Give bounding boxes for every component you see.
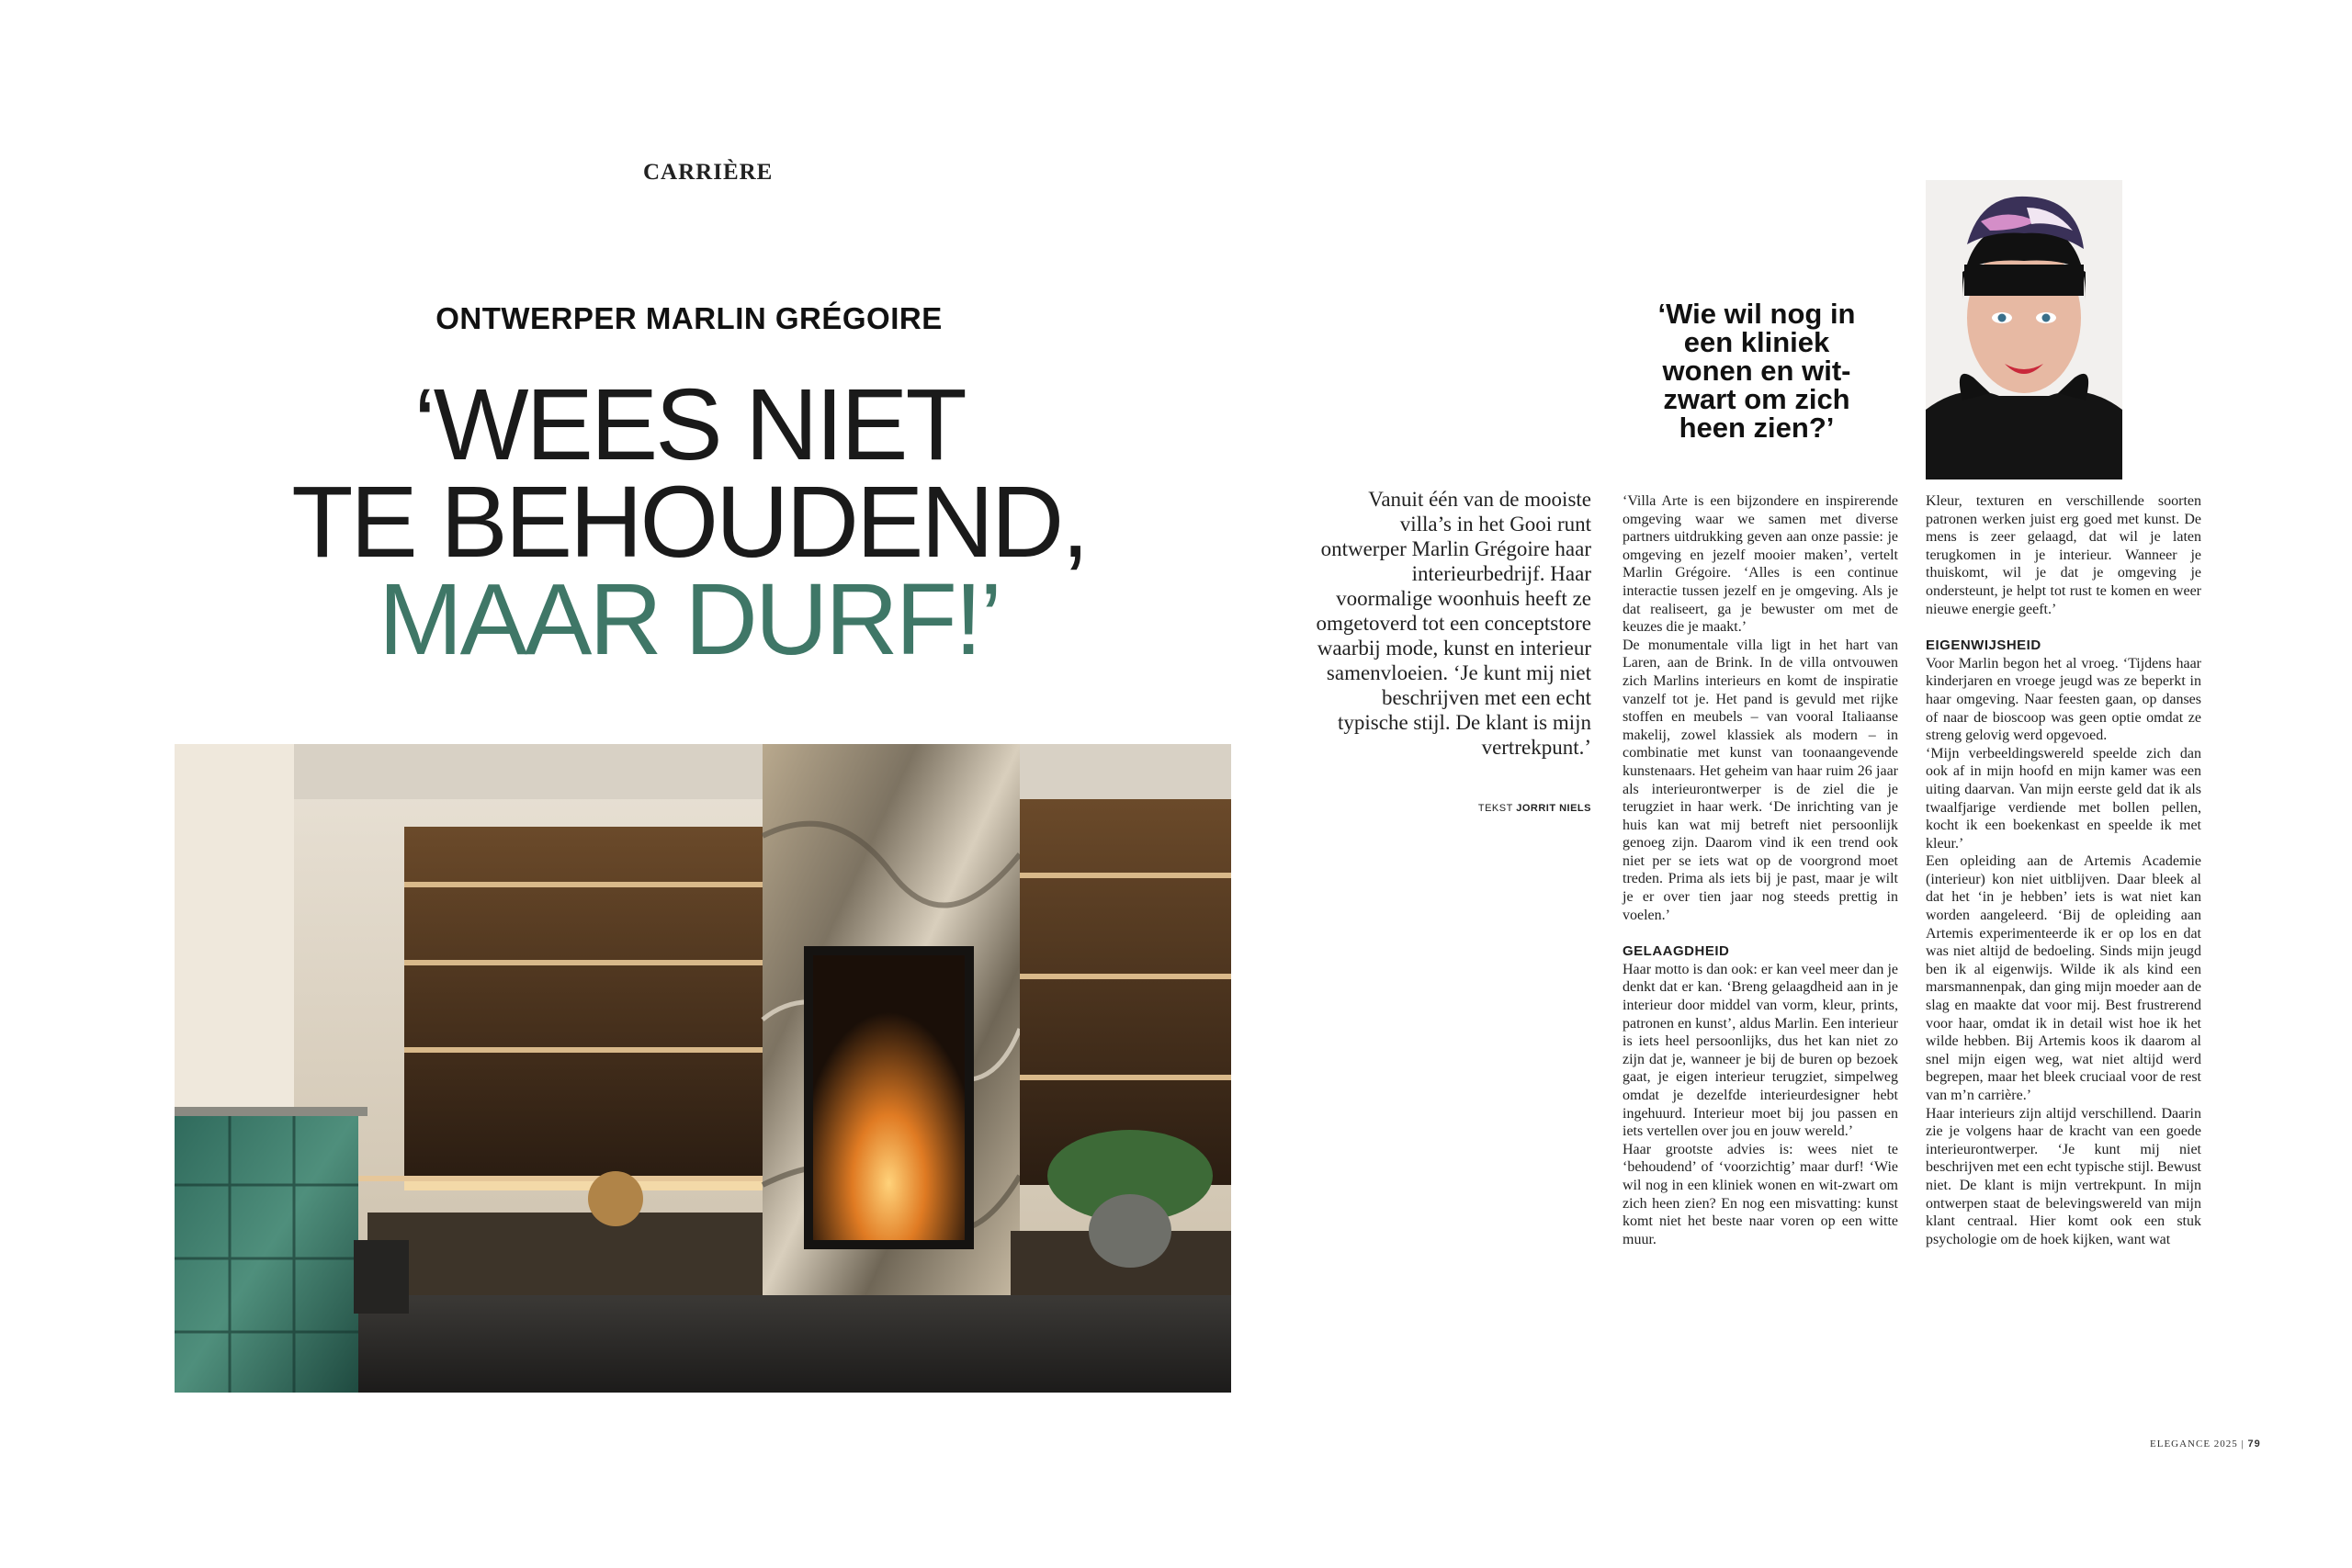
headline-line-1: ‘WEES NIET — [413, 368, 965, 481]
byline — [1316, 803, 1591, 814]
article-intro: Vanuit één van de mooiste villa’s in het Gooi runt ontwerper Marlin Grégoire haar interieurbedrijf. Haar voormalige woonhuis heeft ze omgetoverd tot een conceptstore waarbij mode, kunst en interieur samenvloeien. ‘Je kunt mij niet beschrijven met een echt typische stijl. De klant is mijn vertrekpunt.’ — [1316, 488, 1591, 759]
headline-line-3: MAAR DURF!’ — [379, 563, 1000, 676]
paragraph: Haar motto is dan ook: er kan veel meer dan je denkt dat er kan. ‘Breng gelaagdheid aan in je interieur door middel van vorm, kleur, prints, patronen en kunst’, aldus Marlin. Een interieur is iets heel persoonlijks, dus het kan niet zo zijn dat je, wanneer je bij de buren op bezoek gaat, je eigen interieur terugziet, simpelweg omdat je dezelfde interieurdesigner hebt ingehuurd. Interieur moet bij jou passen en iets vertellen over jou en jouw wereld.’ — [1623, 961, 1898, 1140]
subheading-eigenwijsheid: EIGENWIJSHEID — [1926, 637, 2041, 654]
article-column-2 — [1926, 492, 2201, 1248]
paragraph: ‘Villa Arte is een bijzondere en inspirerende omgeving waar we samen met diverse partners uitdrukking geven aan onze passie: je omgeving en jezelf mooier maken’, vertelt Marlin Grégoire. ‘Alles is een continue interactie tussen jezelf en je omgeving. Als je dat realiseert, ga je bewuster om met de keuzes die je maakt.’ — [1623, 493, 1898, 636]
subheading-gelaagdheid: GELAAGDHEID — [1623, 943, 1730, 960]
headline — [202, 368, 1176, 676]
portrait-photo — [1926, 180, 2122, 479]
interior-photo — [175, 744, 1231, 1393]
paragraph: Haar grootste advies is: wees niet te ‘behoudend’ of ‘voorzichtig’ maar durf! ‘Wie wil nog in een kliniek wonen en wit-zwart om zich heen zien? En nog een misvatting: kunst komt niet het beste naar voren op een witte muur. — [1623, 1141, 1898, 1247]
byline-author: JORRIT NIELS — [1516, 803, 1591, 814]
paragraph: Haar interieurs zijn altijd verschillend. Daarin zie je volgens haar de kracht van een goede interieurontwerper. ‘Je kunt mij niet beschrijven met een echt typische stijl. Bewust niet. De klant is mijn vertrekpunt. In mijn ontwerpen staat de belevingswereld van mijn klant centraal. Hier komt ook een stuk psychologie om de hoek kijken, want wat — [1926, 1105, 2201, 1247]
paragraph: Voor Marlin begon het al vroeg. ‘Tijdens haar kinderjaren en vroege jeugd was ze beperkt in haar omgeving. Naar feesten gaan, op danses of naar de bioscoop was geen optie omdat ze streng gelovig werd opgevoed. — [1926, 655, 2201, 744]
paragraph: De monumentale villa ligt in het hart van Laren, aan de Brink. In de villa ontvouwen zich Marlins interieurs en komt de inspiratie vanzelf tot je. Het pand is gevuld met rijke stoffen en meubels – van vooral Italiaanse makelij, zowel klassiek als modern – in combinatie met kunst van toonaangevende kunstenaars. Het geheim van haar ruim 26 jaar als interieurontwerper is de ziel die je terugziet in haar werk. ‘De inrichting van je huis kan wat mij betreft niet persoonlijk genoeg zijn. Daarom vind ik een trend ook niet per se iets wat op de voorgrond moet treden. Prima als iets bij je past, maar je wilt je er over tien jaar nog steeds prettig in voelen.’ — [1623, 637, 1898, 923]
pull-quote: ‘Wie wil nog in een kliniek wonen en wit-zwart om zich heen zien?’ — [1657, 298, 1856, 444]
headline-line-2: TE BEHOUDEND, — [291, 466, 1087, 579]
paragraph: Een opleiding aan de Artemis Academie (interieur) kon niet uitblijven. Daar bleek al dat het ‘in je hebben’ iets is wat niet kan worden aangeleerd. ‘Bij de opleiding aan Artemis experimenteerde ik er op los en dat was niet altijd de bedoeling. Sinds mijn jeugd ben ik al eigenwijs. Wilde ik als kind een marsmannenpak, dan ging mijn moeder aan de slag en maakte dat voor mij. Best frustrerend voor haar, omdat ik in detail wist hoe ik het wilde hebben. Bij Artemis koos ik daarom al snel mijn eigen weg, wat niet altijd werd begrepen, maar het bleek cruciaal voor de rest van m’n carrière.’ — [1926, 853, 2201, 1103]
page-number: 79 — [2247, 1438, 2261, 1450]
interior-photo-illustration — [175, 744, 1231, 1393]
magazine-name: ELEGANCE 2025 — [2150, 1438, 2238, 1450]
paragraph: Kleur, texturen en verschillende soorten patronen werken juist erg goed met kunst. De mens is zeer gelaagd, dat wil je laten terugkomen in je interieur. Wanneer je thuiskomt, wil je dat je omgeving je ondersteunt, je helpt tot rust te komen en weer nieuwe energie geeft.’ — [1926, 493, 2201, 617]
page-footer: ELEGANCE 2025 | 79 — [2150, 1438, 2261, 1450]
article-column-1 — [1623, 492, 1898, 1248]
byline-label: TEKST — [1477, 803, 1513, 814]
paragraph: ‘Mijn verbeeldingswereld speelde zich dan ook af in mijn hoofd en mijn kamer was een uiting daarvan. Van mijn eerste geld dat ik als twaalfjarige verdiende met bollen pellen, kocht ik een boekenkast en speelde ik met kleur.’ — [1926, 745, 2201, 852]
portrait-illustration — [1926, 180, 2122, 479]
section-label: CARRIÈRE — [643, 160, 774, 185]
article-kicker: ONTWERPER MARLIN GRÉGOIRE — [435, 301, 943, 335]
